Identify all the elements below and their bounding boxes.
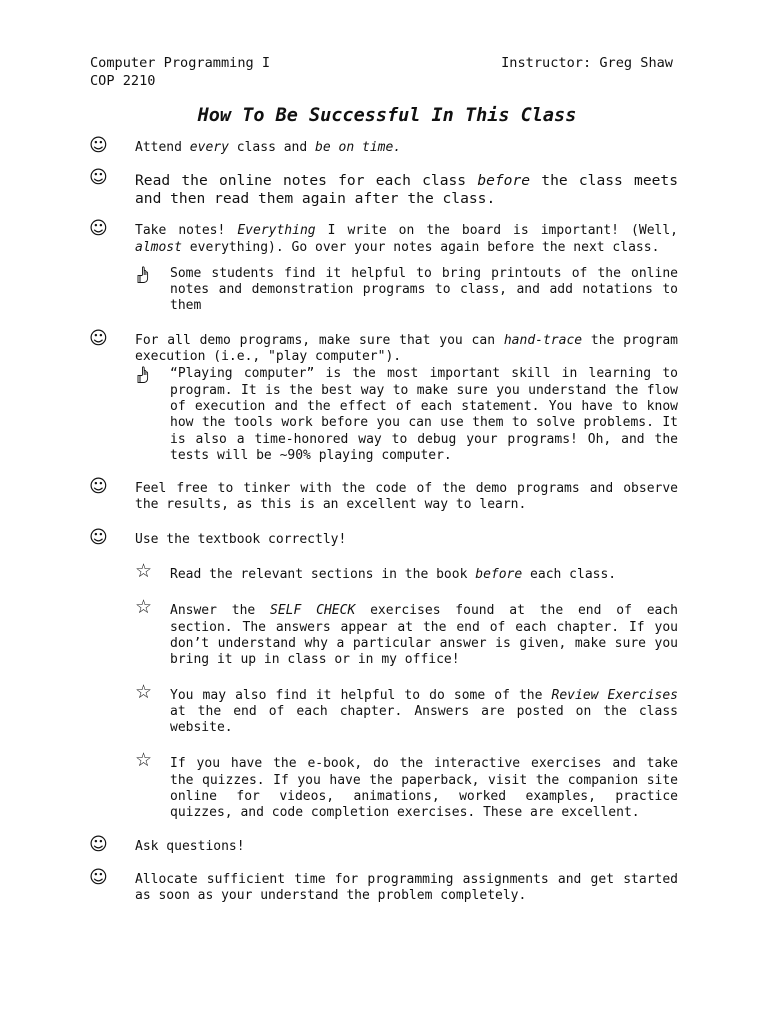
smiley-face-icon: ☺	[89, 167, 108, 189]
pointing-hand-icon	[137, 266, 150, 290]
smiley-face-icon: ☺	[89, 476, 108, 498]
smiley-face-icon: ☺	[89, 218, 108, 240]
header-row	[90, 54, 678, 72]
page-title: How To Be Successful In This Class	[197, 105, 577, 126]
star-outline-icon: ☆	[135, 749, 153, 772]
textbook-tip-review-exercises: ☆ You may also find it helpful to do some of the Review Exercises at the end of each chapter. Answers are posted on the class website.	[135, 680, 678, 736]
list-item-ask-questions: ☺ Ask questions!	[89, 833, 245, 855]
star-outline-icon: ☆	[135, 680, 153, 703]
star-outline-icon: ☆	[135, 560, 153, 583]
textbook-tip-e-book: ☆ If you have the e-book, do the interactive exercises and take the quizzes. If you have the paperback, visit the companion site online for videos, animations, worked examples, practice quizzes, and code completion exercises. These are excellent.	[135, 749, 678, 821]
list-item-tinker: ☺ Feel free to tinker with the code of the demo programs and observe the results, as this is an excellent way to learn.	[89, 476, 678, 513]
tip-playing-computer: “Playing computer” is the most important skill in learning to program. It is the best way to make sure you understand the flow of execution and the effect of each statement. You have to know how the tools work before you can use them to solve problems. It is also a time-honored way to debug your programs! Oh, and the tests will be ~90% playing computer.	[135, 366, 678, 464]
star-outline-icon: ☆	[135, 596, 153, 619]
smiley-face-icon: ☺	[89, 833, 108, 855]
smiley-face-icon: ☺	[89, 866, 108, 888]
list-item-read-notes: ☺ Read the online notes for each class before the class meets and then read them again after the class.	[89, 167, 678, 208]
list-item-take-notes: ☺ Take notes! Everything I write on the board is important! (Well, almost everything). Go over your notes again before the next class.	[89, 218, 678, 255]
course-name: Computer Programming I	[90, 55, 271, 71]
textbook-tip-self-check: ☆ Answer the SELF CHECK exercises found at the end of each section. The answers appear at the end of each chapter. If you don’t understand why a particular answer is given, make sure you bring it up in class or in my office!	[135, 596, 678, 668]
textbook-tip-read-before: ☆ Read the relevant sections in the book before each class.	[135, 560, 617, 583]
smiley-face-icon: ☺	[89, 526, 108, 548]
list-item-hand-trace: ☺ For all demo programs, make sure that you can hand-trace the program execution (i.e., "play computer").	[89, 327, 679, 365]
smiley-face-icon: ☺	[89, 327, 108, 349]
list-item-allocate-time: ☺ Allocate sufficient time for programming assignments and get started as soon as your understand the problem completely.	[89, 866, 678, 904]
pointing-hand-icon	[137, 366, 150, 390]
tip-printouts: Some students find it helpful to bring printouts of the online notes and demonstration programs to class, and add notations to them	[135, 266, 678, 315]
course-code: COP 2210	[90, 73, 156, 89]
smiley-face-icon: ☺	[89, 135, 108, 156]
instructor-name: Instructor: Greg Shaw	[501, 55, 673, 71]
list-item-attend: ☺ Attend every class and be on time.	[89, 135, 402, 156]
list-item-textbook: ☺ Use the textbook correctly!	[89, 526, 347, 548]
